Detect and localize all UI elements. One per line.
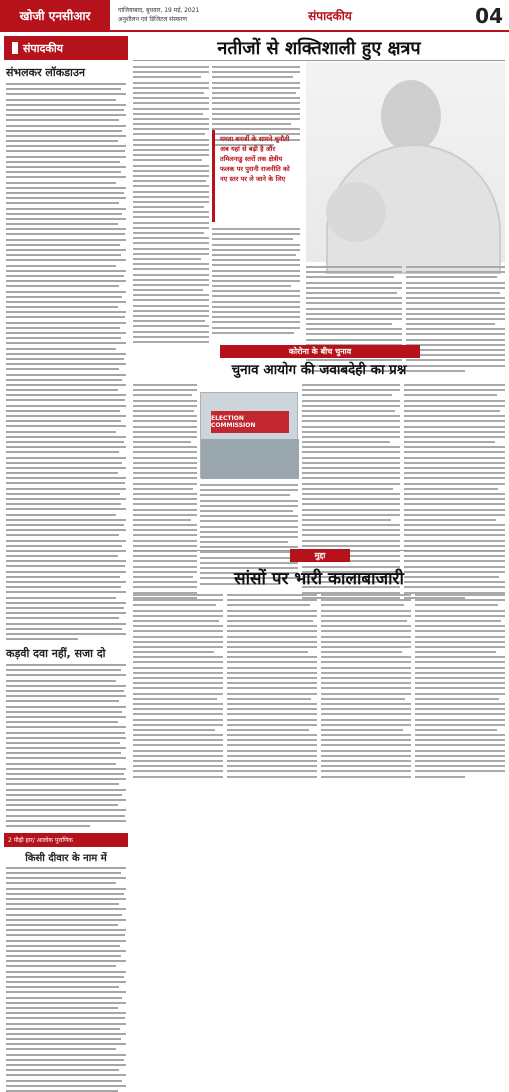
- page-header: [0, 0, 509, 32]
- story3-headline: सांसों पर भारी कालाबाजारी: [234, 569, 404, 589]
- main-headline: नतीजों से शक्तिशाली हुए क्षत्रप: [217, 38, 421, 59]
- band-marker-icon: [12, 42, 18, 54]
- story3-col-1: [133, 594, 223, 778]
- main-col-2-bottom: [212, 228, 300, 334]
- editorial-band-label: संपादकीय: [23, 41, 64, 55]
- main-col-1: [133, 66, 209, 343]
- story3-col-2: [227, 594, 317, 778]
- story2-headline: चुनाव आयोग की जवाबदेही का प्रश्न: [231, 362, 407, 378]
- editorial-band: [4, 36, 128, 60]
- election-commission-photo: [200, 392, 298, 478]
- edition-info: [110, 6, 250, 24]
- story3-col-4: [415, 594, 505, 778]
- edition-date: गाजियाबाद, बुधवार, 19 मई, 2021: [118, 7, 200, 14]
- headline-rule: [133, 60, 505, 61]
- left-body-3: [4, 867, 128, 1092]
- politician-photo: [306, 62, 505, 262]
- left-body-1: [4, 83, 128, 640]
- left-column: [4, 36, 128, 864]
- page-number: 04: [475, 4, 503, 28]
- corona-band: कोरोना के बीच चुनाव: [220, 345, 420, 358]
- left-body-2: [4, 664, 128, 827]
- poll-sign: ELECTION COMMISSION: [211, 411, 289, 433]
- left-kicker: 2 पीढ़ी हार/ आलोक पुराणिक: [4, 833, 128, 847]
- mudda-band: मुद्दा: [290, 549, 350, 562]
- section-title: संपादकीय: [308, 8, 352, 23]
- edition-sub: अनुशीलन एवं डिजिटल संस्करण: [118, 16, 187, 23]
- pullquote: ममता बनर्जी के सामने चुनौती अब यहां से बढ़ी है और तमिलनाडु स्तरों तक क्षेत्रीय फलक पर पुरानी राजनीति को नए स्तर पर ले जाने के लिए: [212, 130, 300, 222]
- main-col-4: [406, 266, 505, 372]
- left-headline-3: किसी दीवार के नाम में: [25, 852, 107, 864]
- story3-col-3: [321, 594, 411, 778]
- left-headline-1: संभलकर लॉकडाउन: [6, 66, 86, 79]
- masthead-logo: खोजी एनसीआर: [0, 0, 110, 31]
- left-headline-2: कड़वी दवा नहीं, सजा दो: [6, 647, 106, 661]
